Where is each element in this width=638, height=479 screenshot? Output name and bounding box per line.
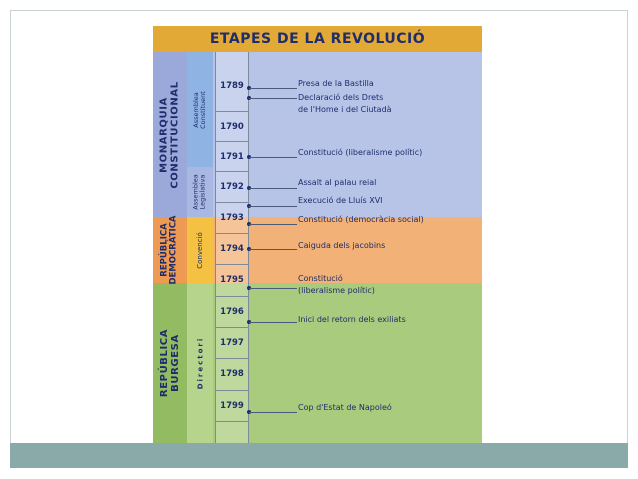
- year-separator: [215, 421, 249, 422]
- event-label: Constitució (liberalisme polític): [298, 148, 423, 157]
- poster-title: ETAPES DE LA REVOLUCIÓ: [153, 26, 482, 52]
- event-connector: [249, 412, 297, 413]
- year-separator: [215, 358, 249, 359]
- year-separator: [215, 171, 249, 172]
- year-separator: [215, 141, 249, 142]
- event-label: Execució de Lluís XVI: [298, 196, 383, 205]
- event-label: Constitució (liberalisme polític): [298, 274, 375, 295]
- stage-label-burgesa: REPÚBLICA BURGESA: [159, 328, 181, 398]
- event-label: Assalt al palau reial: [298, 178, 377, 187]
- event-label: Cop d'Estat de Napoleó: [298, 403, 392, 412]
- event-label: Declaració dels Drets de l'Home i del Ciutadà: [298, 93, 392, 114]
- slide-footer-bar: [10, 443, 628, 468]
- year-label: 1799: [220, 401, 244, 411]
- subperiod-label-legislativa: Assemblea Legislativa: [192, 174, 207, 210]
- event-connector: [249, 88, 297, 89]
- event-connector: [249, 249, 297, 250]
- event-connector: [249, 224, 297, 225]
- subperiod-label-convencio: Convenció: [195, 231, 204, 269]
- timeline-poster: [153, 26, 482, 443]
- year-label: 1795: [220, 275, 244, 285]
- year-separator: [215, 233, 249, 234]
- year-separator: [215, 296, 249, 297]
- event-connector: [249, 288, 297, 289]
- stage-label-monarquia: MONARQUIA CONSTITUCIONAL: [159, 80, 181, 189]
- subperiod-label-constituent: Assemblea Constituent: [192, 90, 207, 129]
- event-label: Caiguda dels jacobins: [298, 241, 386, 250]
- year-separator: [215, 202, 249, 203]
- year-label: 1796: [220, 307, 244, 317]
- event-connector: [249, 98, 297, 99]
- event-connector: [249, 322, 297, 323]
- event-connector: [249, 188, 297, 189]
- stage-label-democratica: REPÚBLICA DEMOCRÀTICA: [160, 215, 179, 285]
- year-separator: [215, 111, 249, 112]
- year-label: 1793: [220, 213, 244, 223]
- event-label: Presa de la Bastilla: [298, 79, 374, 88]
- year-label: 1789: [220, 81, 244, 91]
- year-label: 1794: [220, 244, 244, 254]
- year-separator: [215, 264, 249, 265]
- year-label: 1791: [220, 152, 244, 162]
- event-label: Inici del retorn dels exiliats: [298, 315, 406, 324]
- year-separator: [215, 390, 249, 391]
- year-label: 1792: [220, 182, 244, 192]
- event-connector: [249, 157, 297, 158]
- event-connector: [249, 206, 297, 207]
- year-separator: [215, 327, 249, 328]
- event-label: Constitució (democràcia social): [298, 215, 424, 224]
- year-label: 1790: [220, 122, 244, 132]
- subperiod-label-directori: Directori: [196, 336, 205, 390]
- year-label: 1798: [220, 369, 244, 379]
- year-label: 1797: [220, 338, 244, 348]
